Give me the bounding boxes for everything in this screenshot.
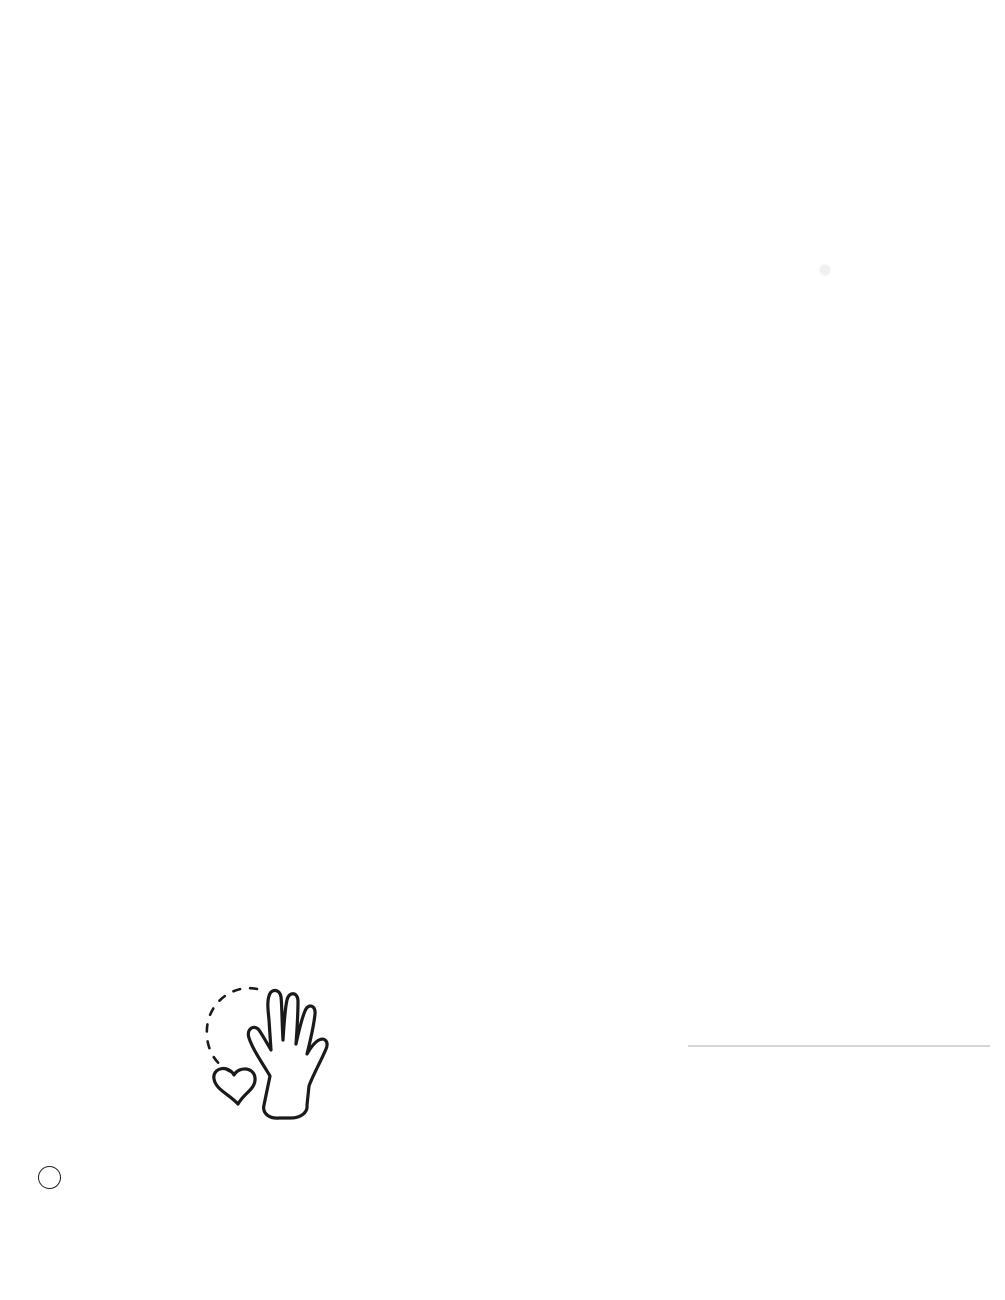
page-title-text xyxy=(62,26,63,62)
heart-to-hand-logo-icon xyxy=(193,980,343,1122)
barcode-label xyxy=(688,1045,990,1165)
logo-script-words xyxy=(336,1026,337,1075)
page-title xyxy=(50,26,63,62)
copyright-symbol xyxy=(36,1164,63,1191)
logo-script-text xyxy=(336,1026,345,1075)
footer-address-line xyxy=(0,1226,1005,1241)
scan-smudge xyxy=(820,265,830,275)
logo-hearts-icon xyxy=(345,1041,346,1067)
upc-barcode xyxy=(710,1057,934,1151)
small-heart-icon xyxy=(214,1068,255,1104)
hand-outline-icon xyxy=(248,990,327,1118)
